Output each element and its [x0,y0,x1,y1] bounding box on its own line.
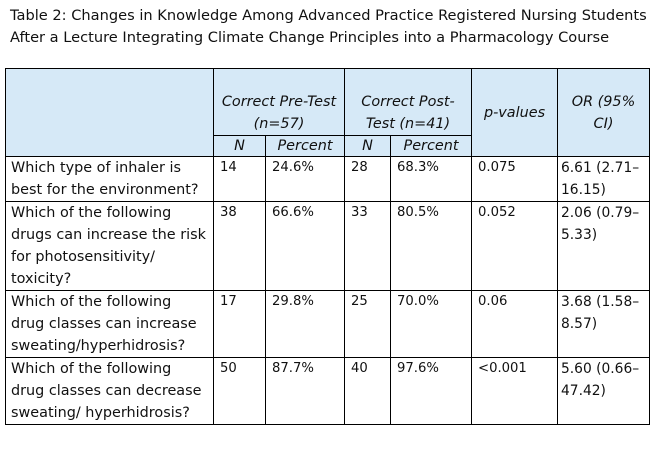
pre-percent-cell: 66.6% [266,202,345,291]
pre-percent-cell: 87.7% [266,358,345,425]
pre-percent-cell: 24.6% [266,157,345,202]
post-percent-cell: 80.5% [391,202,472,291]
pre-n-cell: 38 [214,202,266,291]
or-cell: 2.06 (0.79–5.33) [558,202,650,291]
post-n-cell: 33 [345,202,391,291]
table-row [6,358,650,425]
question-cell: Which type of inhaler is best for the environment? [6,157,214,202]
post-n-cell: 40 [345,358,391,425]
question-cell: Which of the following drugs can increase the risk for photosensitivity/ toxicity? [6,202,214,291]
or-cell: 5.60 (0.66–47.42) [558,358,650,425]
header-blank-cell [6,69,214,157]
p-value-cell: 0.06 [472,291,558,358]
header-n-pre: N [214,136,266,157]
post-percent-cell: 70.0% [391,291,472,358]
post-n-cell: 25 [345,291,391,358]
or-cell: 3.68 (1.58–8.57) [558,291,650,358]
post-n-cell: 28 [345,157,391,202]
pre-n-cell: 50 [214,358,266,425]
p-value-cell: <0.001 [472,358,558,425]
header-p-values: p-values [472,69,558,157]
header-n-post: N [345,136,391,157]
table-row [6,157,650,202]
p-value-cell: 0.075 [472,157,558,202]
header-row-top [6,69,650,136]
table-row [6,202,650,291]
question-cell: Which of the following drug classes can increase sweating/hyperhidrosis? [6,291,214,358]
header-or: OR (95% CI) [558,69,650,157]
knowledge-table [5,68,650,425]
question-cell: Which of the following drug classes can decrease sweating/ hyperhidrosis? [6,358,214,425]
table-row [6,291,650,358]
p-value-cell: 0.052 [472,202,558,291]
post-percent-cell: 68.3% [391,157,472,202]
or-cell: 6.61 (2.71–16.15) [558,157,650,202]
header-percent-post: Percent [391,136,472,157]
header-post-test: Correct Post-Test (n=41) [345,69,472,136]
pre-n-cell: 14 [214,157,266,202]
header-pre-test: Correct Pre-Test (n=57) [214,69,345,136]
pre-percent-cell: 29.8% [266,291,345,358]
post-percent-cell: 97.6% [391,358,472,425]
table-caption: Table 2: Changes in Knowledge Among Advanced Practice Registered Nursing Students After a Lecture Integrating Climate Change Principles into a Pharmacology Course [10,7,647,46]
pre-n-cell: 17 [214,291,266,358]
header-percent-pre: Percent [266,136,345,157]
